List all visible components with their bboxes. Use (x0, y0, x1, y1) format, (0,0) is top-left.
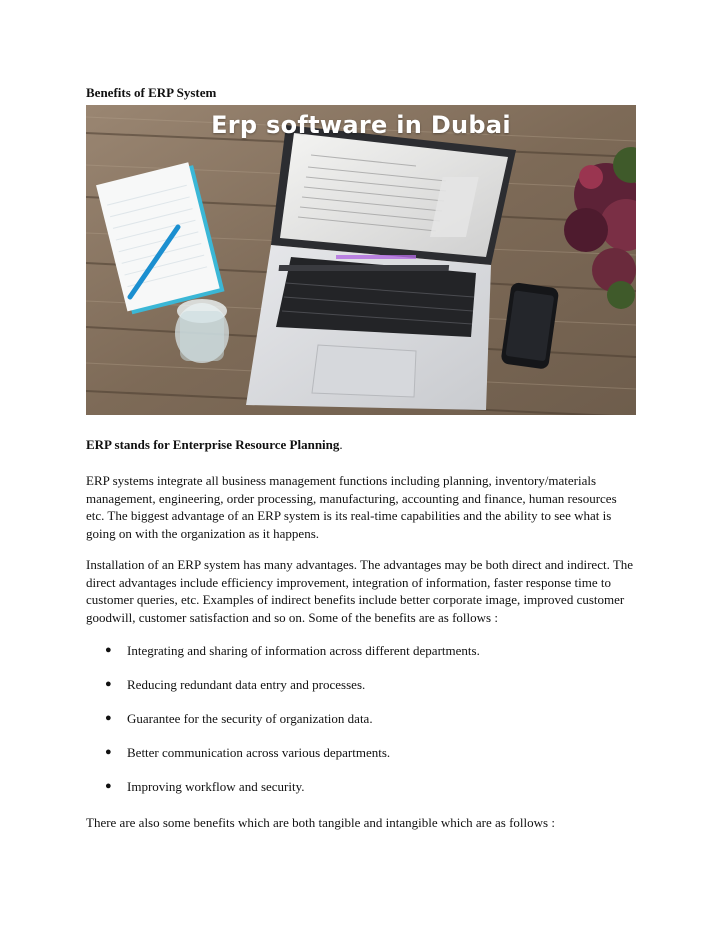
list-item (86, 778, 638, 812)
erp-definition (86, 437, 343, 453)
bullet-icon: ● (105, 780, 112, 792)
desk-photo-illustration (86, 105, 636, 415)
page-title: Benefits of ERP System (86, 85, 217, 100)
erp-definition-tail: . (339, 437, 343, 452)
benefits-list (86, 642, 638, 812)
list-item (86, 744, 638, 778)
bullet-icon: ● (105, 746, 112, 758)
hero-image (86, 105, 636, 415)
list-item (86, 676, 638, 710)
list-item (86, 642, 638, 676)
intro-paragraph: ERP systems integrate all business management functions including planning, inventory/materials management, engineering, order processing, manufacturing, accounting and finance, human resources etc. The biggest advantage of an ERP system is its real-time capabilities and the ability to see what is going on with the organization as it happens. (86, 473, 617, 541)
list-item-text: Guarantee for the security of organization data. (127, 711, 373, 726)
bullet-icon: ● (105, 678, 112, 690)
list-item-text: Integrating and sharing of information across different departments. (127, 643, 480, 658)
list-item-text: Improving workflow and security. (127, 779, 305, 794)
erp-definition-bold: ERP stands for Enterprise Resource Planning (86, 437, 340, 452)
advantages-paragraph: Installation of an ERP system has many advantages. The advantages may be both direct and indirect. The direct advantages include efficiency improvement, integration of information, faster response time to customer queries, etc. Examples of indirect benefits include better corporate image, improved customer goodwill, customer satisfaction and so on. Some of the benefits are as follows : (86, 557, 634, 625)
list-item-text: Reducing redundant data entry and processes. (127, 677, 366, 692)
list-item-text: Better communication across various departments. (127, 745, 391, 760)
bullet-icon: ● (105, 644, 112, 656)
bullet-icon: ● (105, 712, 112, 724)
list-item (86, 710, 638, 744)
hero-caption: Erp software in Dubai (211, 111, 511, 139)
closing-paragraph: There are also some benefits which are both tangible and intangible which are as follows : (86, 815, 555, 830)
